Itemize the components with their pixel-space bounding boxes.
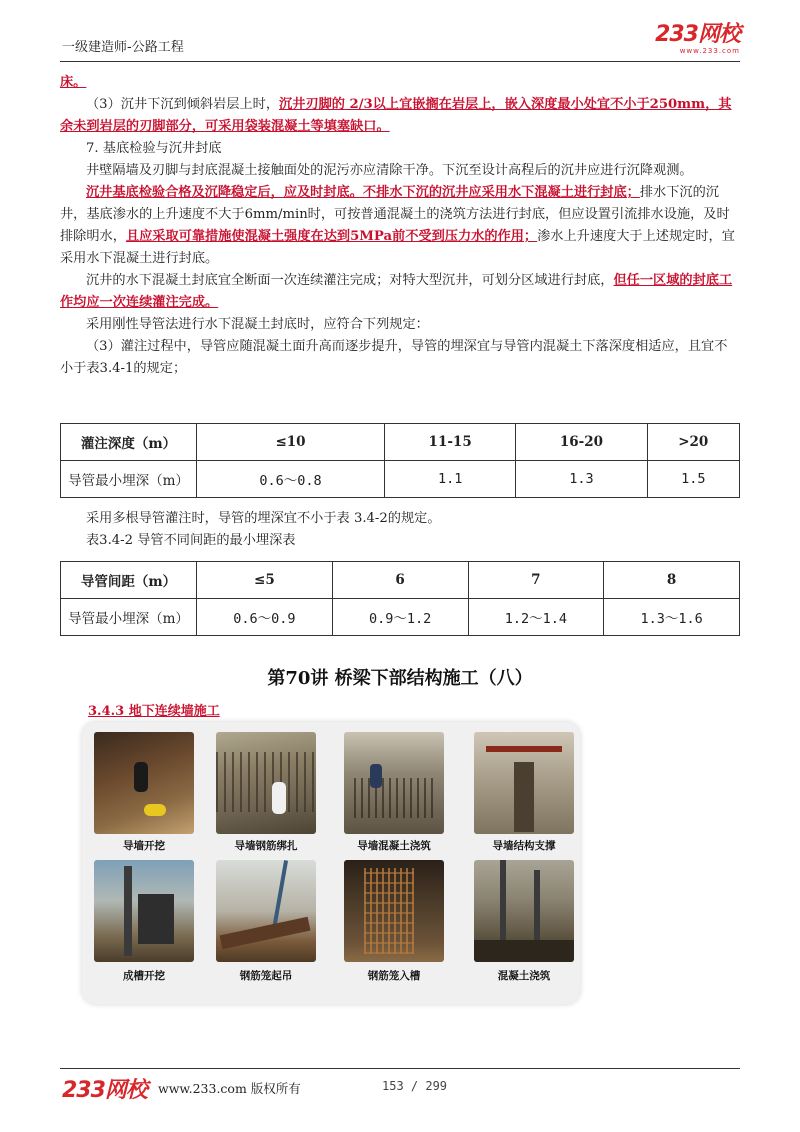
red-text: 但任一区域的封底工作均应一次连续灌注完成。 xyxy=(60,273,733,310)
page-header xyxy=(60,22,740,62)
table-cell: 1.3～1.6 xyxy=(604,599,740,636)
lecture-title: 第70讲 桥梁下部结构施工（八） xyxy=(267,668,533,689)
table-cell: ≤5 xyxy=(197,562,333,599)
table-row xyxy=(61,461,740,498)
photo-rebar-cage-lifting xyxy=(216,860,316,962)
page-footer xyxy=(60,1068,740,1103)
table-caption: 表3.4-2 导管不同间距的最小埋深表 xyxy=(86,533,296,548)
table-row xyxy=(61,599,740,636)
logo-text: 233网校 xyxy=(655,22,740,47)
photo-trench-excavation xyxy=(94,860,194,962)
table-cell: 7 xyxy=(468,562,604,599)
table-header-row xyxy=(61,424,740,461)
red-text: 床。 xyxy=(60,75,87,90)
table-cell: ≤10 xyxy=(197,424,385,461)
footer-copyright: www.233.com 版权所有 xyxy=(158,1081,301,1096)
table-cell: 1.2～1.4 xyxy=(468,599,604,636)
logo-url: www.233.com xyxy=(679,47,740,55)
red-text: 沉井基底检验合格及沉降稳定后，应及时封底。不排水下沉的沉井应采用水下混凝土进行封底； xyxy=(86,185,640,200)
red-text: 且应采取可靠措施使混凝土强度在达到5MPa前不受到压力水的作用； xyxy=(125,229,538,244)
photo-caption: 混凝土浇筑 xyxy=(497,970,551,982)
table-cell: 11-15 xyxy=(385,424,516,461)
text-span: 沉井的水下混凝土封底宜全断面一次连续灌注完成；对特大型沉井，可划分区域进行封底， xyxy=(86,273,614,288)
photo-guide-wall-rebar xyxy=(216,732,316,834)
paragraph-7: 采用刚性导管法进行水下混凝土封底时，应符合下列规定： xyxy=(86,317,429,332)
page-number: 153 / 299 xyxy=(382,1079,448,1093)
paragraph-3: 7. 基底检验与沉井封底 xyxy=(86,141,222,156)
photo-caption: 导墙钢筋绑扎 xyxy=(234,840,298,852)
photo-guide-wall-concrete xyxy=(344,732,444,834)
table-cell: 0.6～0.9 xyxy=(197,599,333,636)
paragraph-2 xyxy=(60,94,740,138)
section-title: 3.4.3 地下连续墙施工 xyxy=(88,704,220,719)
photo-concrete-pouring xyxy=(474,860,574,962)
table-cell: 导管间距（m） xyxy=(61,562,197,599)
table-cell: 导管最小埋深（m） xyxy=(61,599,197,636)
footer-logo: 233网校 xyxy=(62,1078,147,1103)
table-cell: 导管最小埋深（m） xyxy=(61,461,197,498)
paragraph-5 xyxy=(60,182,740,270)
table-pipe-spacing xyxy=(60,561,740,636)
photo-guide-wall-support xyxy=(474,732,574,834)
table-cell: 1.5 xyxy=(647,461,739,498)
photo-caption: 钢筋笼起吊 xyxy=(239,970,293,982)
mid-text xyxy=(60,508,740,552)
photo-caption: 导墙混凝土浇筑 xyxy=(357,840,431,852)
photo-caption: 成槽开挖 xyxy=(123,970,165,982)
brand-logo xyxy=(655,24,740,55)
paragraph-4: 井壁隔墙及刃脚与封底混凝土接触面处的泥污亦应清除干净。下沉至设计高程后的沉井应进行沉降观测。 xyxy=(86,163,693,178)
table-cell: 0.9～1.2 xyxy=(332,599,468,636)
paragraph-8: （3）灌注过程中，导管应随混凝土面升高而逐步提升，导管的埋深宜与导管内混凝土下落深度相适应，且宜不小于表3.4-1的规定； xyxy=(60,339,728,376)
photo-caption: 导墙结构支撑 xyxy=(492,840,556,852)
table-cell: 灌注深度（m） xyxy=(61,424,197,461)
table-cell: 1.1 xyxy=(385,461,516,498)
text-span: 排水下沉的沉井，基底渗水的上升速度不大于6mm/min时，可按普通混凝土的浇筑方法进行封底，但应设置引流排水设施，及时排除明水， xyxy=(60,185,730,244)
photo-caption: 导墙开挖 xyxy=(123,840,165,852)
table-cell: 1.3 xyxy=(516,461,647,498)
table-cell: 16-20 xyxy=(516,424,647,461)
construction-photo-gallery xyxy=(82,722,580,1004)
photo-rebar-cage-insertion xyxy=(344,860,444,962)
red-text: 沉井刃脚的 2/3以上宜嵌搁在岩层上，嵌入深度最小处宜不小于250mm，其余未到岩层的刃脚部分，可采用袋装混凝土等填塞缺口。 xyxy=(60,97,732,134)
paragraph-6 xyxy=(60,270,740,314)
table-cell: 0.6～0.8 xyxy=(197,461,385,498)
table-cell: 6 xyxy=(332,562,468,599)
text-span: 渗水上升速度大于上述规定时，宜采用水下混凝土进行封底。 xyxy=(60,229,735,266)
paragraph-mid-1: 采用多根导管灌注时，导管的埋深宜不小于表 3.4-2的规定。 xyxy=(86,511,441,526)
header-title: 一级建造师-公路工程 xyxy=(62,40,184,55)
table-pour-depth xyxy=(60,423,740,498)
table-cell: >20 xyxy=(647,424,739,461)
photo-guide-wall-excavation xyxy=(94,732,194,834)
table-header-row xyxy=(61,562,740,599)
paragraph-1 xyxy=(60,72,740,94)
photo-caption: 钢筋笼入槽 xyxy=(367,970,421,982)
table-cell: 8 xyxy=(604,562,740,599)
body-text xyxy=(60,72,740,380)
text-span: （3）沉井下沉到倾斜岩层上时， xyxy=(86,97,280,112)
